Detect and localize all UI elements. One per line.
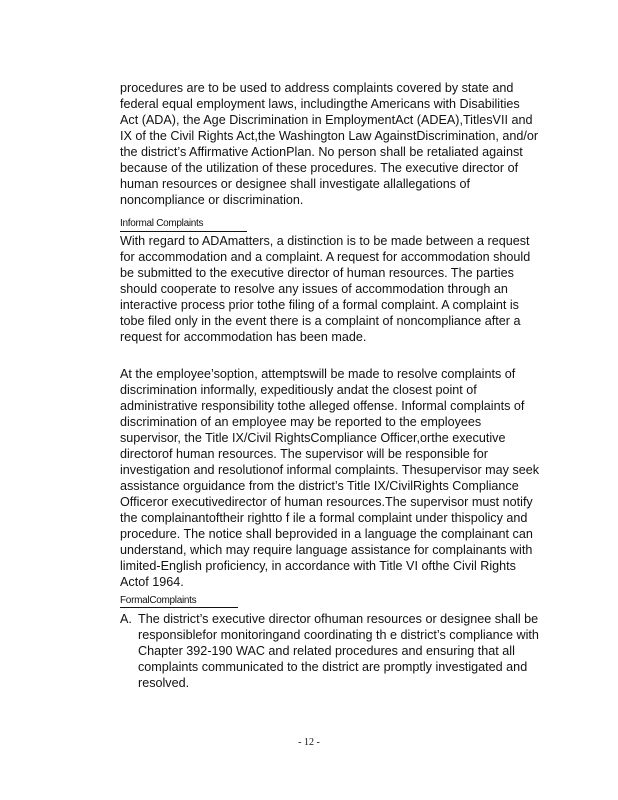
list-marker: A. (120, 612, 132, 626)
formal-heading-underline (120, 607, 238, 608)
list-item-text: The district’s executive director ofhuman resources or designee shall be responsiblefor monitoringand coordinating th e district’s compliance with Chapter 392-190 WAC and related procedures and ensuring that all complaints communicated to the district are promptly investigated and resolved. (138, 612, 539, 690)
informal-paragraph-accommodation: With regard to ADAmatters, a distinction is to be made between a request for accommodation and a complaint. A request for accommodation should be submitted to the executive director of human resources. The parties should cooperate to resolve any issues of accommodation through an interactive process prior tothe filing of a formal complaint. A complaint is tobe filed only in the event there is a complaint of noncompliance after a request for accommodation has been made. (120, 234, 531, 344)
informal-paragraph-procedure: At the employee’soption, attemptswill be made to resolve complaints of discrimination informally, expeditiously andat the closest point of administrative responsibility tothe alleged offense. Informal complaints of discrimination of an employee may be reported to the employees supervisor, the Title IX/Civil RightsCompliance Officer,orthe executive directorof human resources. The supervisor will be responsible for investigation and resolutionof informal complaints. Thesupervisor may seek assistance orguidance from the district’s Title IX/CivilRights Compliance Officeror executivedirector of human resources.The supervisor must notify the complainantoftheir rightto f ile a formal complaint under thispolicy and procedure. The notice shall beprovided in a language the complainant can understand, which may require language assistance for complainants with limited-English proficiency, in accordance with Title VI ofthe Civil Rights Actof 1964. (120, 367, 540, 589)
intro-paragraph: procedures are to be used to address complaints covered by state and federal equal employment laws, includingthe Americans with Disabilities Act (ADA), the Age Discrimination in EmploymentAct (ADEA),TitlesVII and IX of the Civil Rights Act,the Washington Law AgainstDiscrimination, and/or the district’s Affirmative ActionPlan. No person shall be retaliated against because of the utilization of these procedures. The executive director of human resources or designee shall investigate allallegations of noncompliance or discrimination. (120, 81, 539, 207)
informal-heading-underline (120, 231, 247, 232)
formal-list-item-a (120, 611, 540, 691)
page-number: - 12 - (298, 737, 320, 748)
informal-complaints-heading: Informal Complaints (120, 218, 204, 229)
formal-complaints-heading: FormalComplaints (120, 595, 197, 606)
